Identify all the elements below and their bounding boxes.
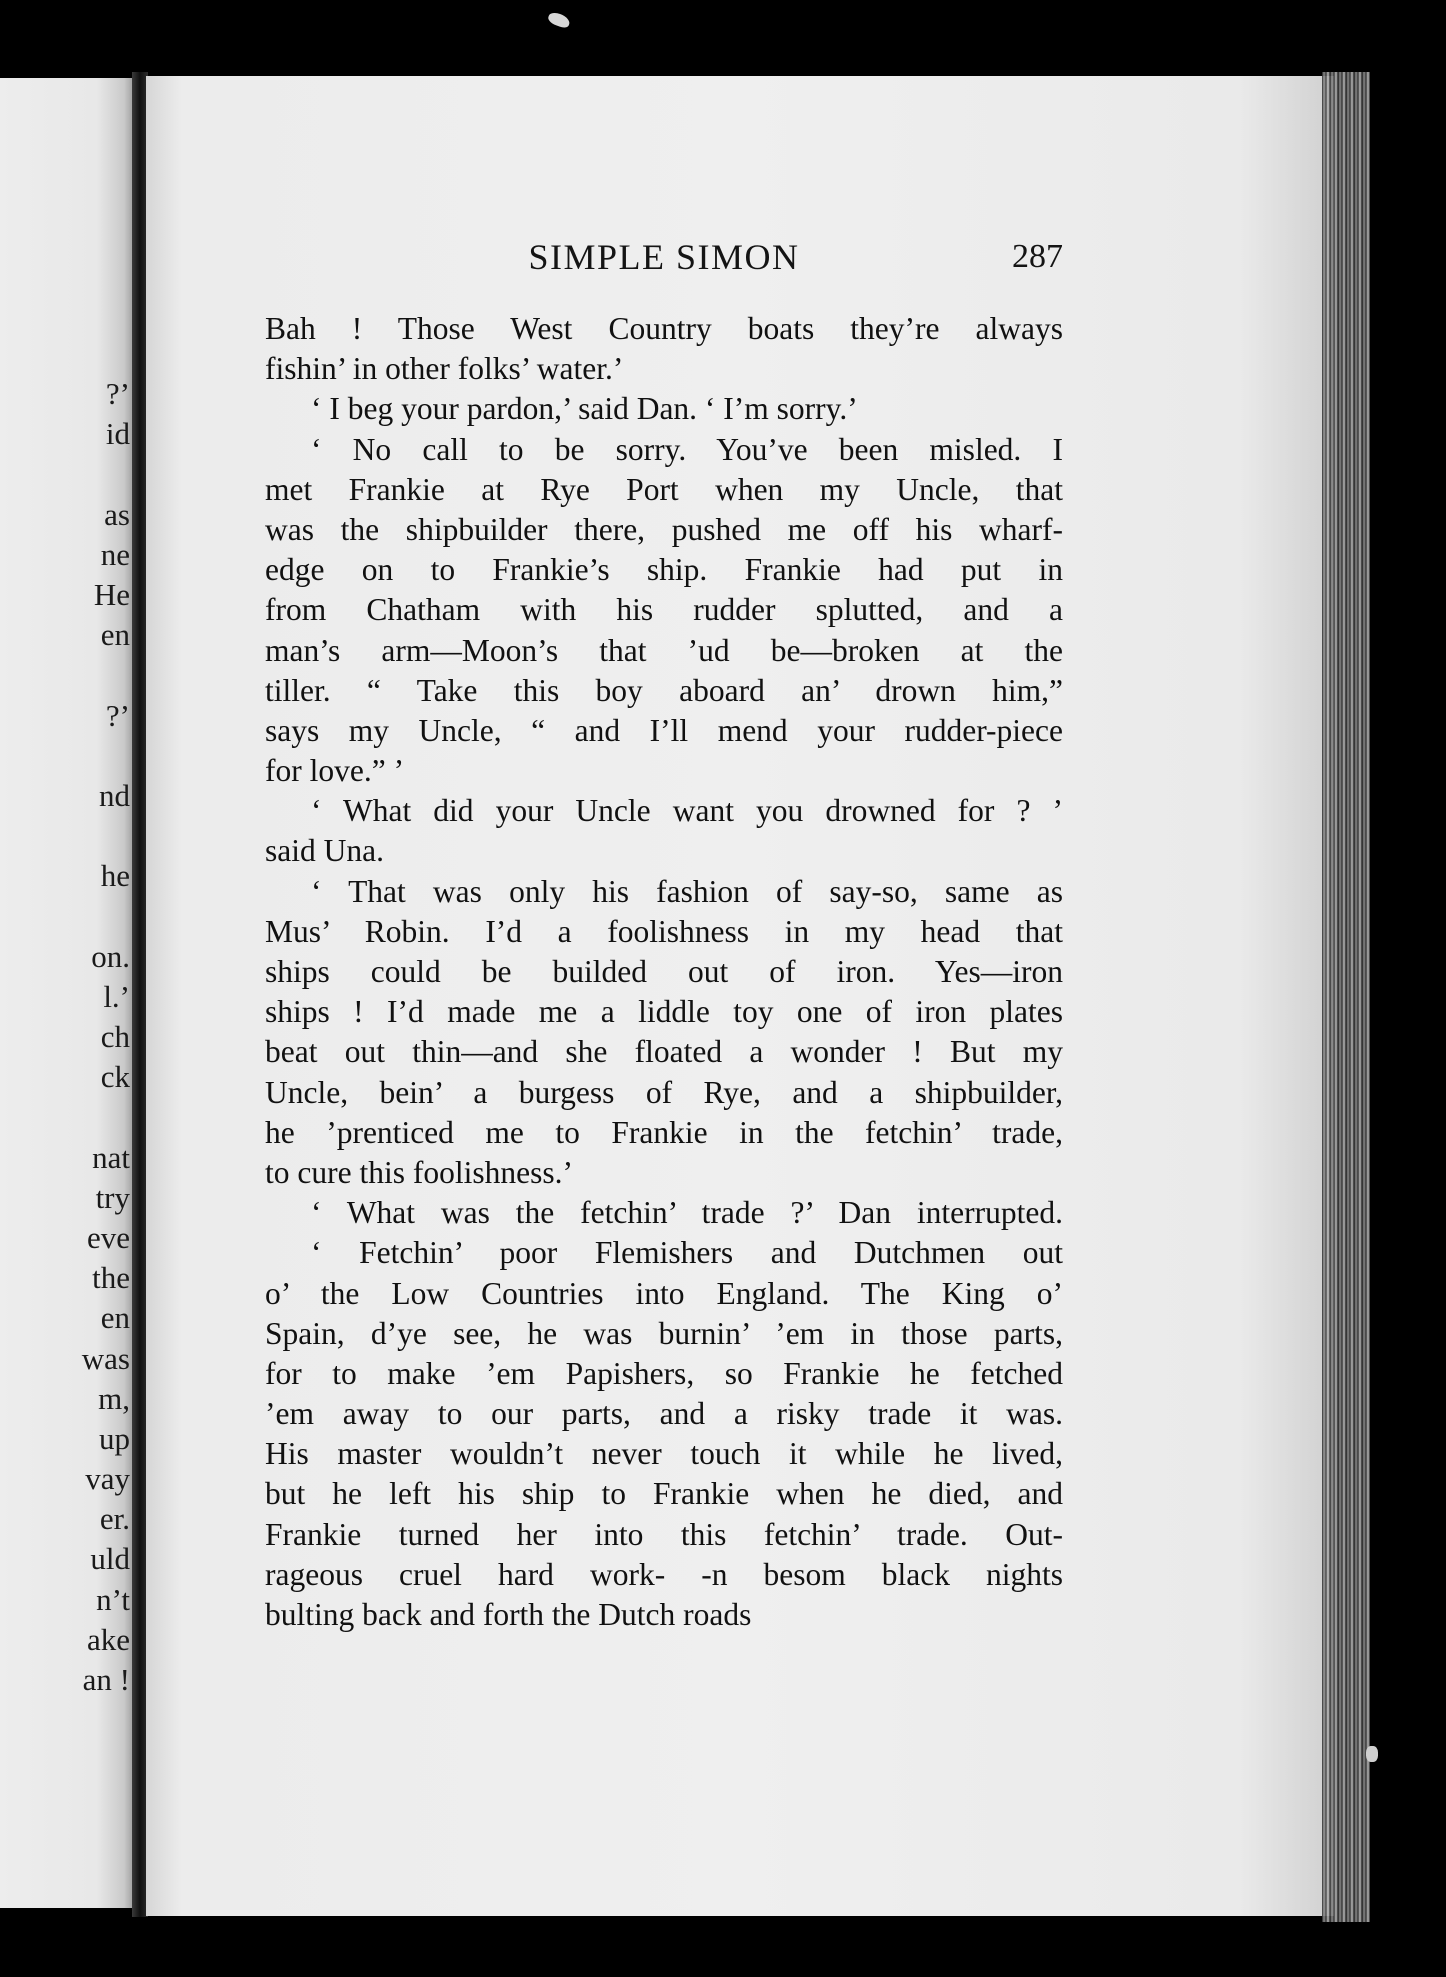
left-page-fragment: en (100, 1300, 130, 1336)
text-line: ‘ No call to be sorry. You’ve been misled. I (311, 431, 1063, 467)
left-page-fragment: ck (100, 1059, 130, 1095)
text-line: Uncle, bein’ a burgess of Rye, and a shipbuilder, (265, 1074, 1063, 1110)
text-line: ’em away to our parts, and a risky trade it was. (265, 1396, 1063, 1432)
running-title: SIMPLE SIMON (528, 237, 800, 277)
text-line: fishin’ in other folks’ water.’ (265, 351, 624, 387)
left-page-fragment (10, 655, 130, 695)
left-page-fragment: up (99, 1420, 130, 1456)
scan-speck (547, 11, 572, 30)
left-page-fragment: ?’ (105, 697, 130, 733)
left-page-fragment (10, 736, 130, 776)
text-line: from Chatham with his rudder splutted, and a (265, 592, 1063, 628)
text-line: said Una. (265, 833, 384, 869)
text-line: to cure this foolishness.’ (265, 1154, 573, 1190)
left-page-fragment: an ! (82, 1662, 130, 1697)
text-line: ships ! I’d made me a liddle toy one of iron plates (265, 994, 1063, 1030)
text-line: for to make ’em Papishers, so Frankie he fetched (265, 1355, 1063, 1391)
left-page-fragment: ?’ (105, 376, 130, 411)
text-line: beat out thin—and she floated a wonder ! But my (265, 1034, 1063, 1070)
left-page-fragment: l.’ (103, 978, 130, 1014)
text-line: for love.” ’ (265, 753, 405, 789)
text-line: His master wouldn’t never touch it while he lived, (265, 1436, 1063, 1472)
text-line: o’ the Low Countries into England. The King o’ (265, 1275, 1063, 1311)
left-page-fragment: en (100, 617, 130, 653)
text-line: Mus’ Robin. I’d a foolishness in my head that (265, 913, 1063, 949)
left-page-fragment: n’t (96, 1581, 130, 1617)
left-page-fragment: try (95, 1179, 130, 1215)
left-page-fragment: He (93, 576, 130, 612)
text-line: edge on to Frankie’s ship. Frankie had put in (265, 552, 1063, 588)
text-line: he ’prenticed me to Frankie in the fetchin’ trade, (265, 1114, 1063, 1150)
left-page-fragment: the (92, 1260, 130, 1296)
text-line: ‘ Fetchin’ poor Flemishers and Dutchmen out (311, 1235, 1063, 1271)
left-page-fragment: ake (86, 1621, 130, 1657)
left-page-fragment: uld (90, 1541, 130, 1577)
body-text (265, 309, 1063, 1635)
left-page-fragment: vay (85, 1461, 130, 1497)
left-page-fragment (10, 896, 130, 936)
left-page-fragment (10, 454, 130, 494)
text-line: ships could be builded out of iron. Yes—iron (265, 954, 1063, 989)
text-line: rageous cruel hard work- -n besom black nights (265, 1556, 1063, 1592)
page-edges (1322, 72, 1370, 1922)
left-page-fragment: was (81, 1340, 130, 1376)
text-line: Frankie turned her into this fetchin’ trade. Out- (265, 1516, 1063, 1552)
left-page-fragment: nat (92, 1139, 130, 1175)
left-page-fragment: ne (100, 536, 130, 572)
text-line: ‘ That was only his fashion of say-so, same as (311, 873, 1063, 909)
text-line: ‘ I beg your pardon,’ said Dan. ‘ I’m sorry.’ (311, 391, 858, 427)
text-line: ‘ What did your Uncle want you drowned for ? ’ (311, 793, 1063, 829)
text-line: but he left his ship to Frankie when he died, and (265, 1476, 1063, 1512)
left-page-fragment (10, 1097, 130, 1137)
left-page-fragment: on. (91, 938, 130, 974)
left-page-fragment: nd (99, 777, 130, 813)
left-page-fragment: eve (86, 1219, 130, 1255)
text-line: Bah ! Those West Country boats they’re always (265, 311, 1063, 346)
left-page-fragment (10, 816, 130, 856)
text-line: met Frankie at Rye Port when my Uncle, that (265, 471, 1063, 507)
text-line: was the shipbuilder there, pushed me off his wharf- (265, 511, 1063, 547)
page-header (265, 236, 1063, 286)
left-page-fragment: he (100, 858, 130, 894)
scan-speck (1366, 1746, 1378, 1762)
text-line: tiller. “ Take this boy aboard an’ drown him,” (265, 672, 1063, 708)
left-page-fragment: as (104, 496, 130, 532)
text-line: bulting back and forth the Dutch roads (265, 1597, 752, 1632)
left-page-edge-text (10, 374, 130, 1700)
text-line: Spain, d’ye see, he was burnin’ ’em in those parts, (265, 1315, 1063, 1351)
text-line: man’s arm—Moon’s that ’ud be—broken at the (265, 632, 1063, 668)
text-line: ‘ What was the fetchin’ trade ?’ Dan interrupted. (311, 1195, 1063, 1231)
left-page-fragment: ch (100, 1019, 130, 1054)
left-page-fragment: id (105, 416, 130, 452)
page-number: 287 (1012, 238, 1063, 275)
left-page-fragment: er. (99, 1501, 130, 1537)
left-page-fragment: m, (98, 1380, 130, 1416)
left-page (0, 78, 138, 1908)
text-line: says my Uncle, “ and I’ll mend your rudder-piece (265, 712, 1063, 748)
